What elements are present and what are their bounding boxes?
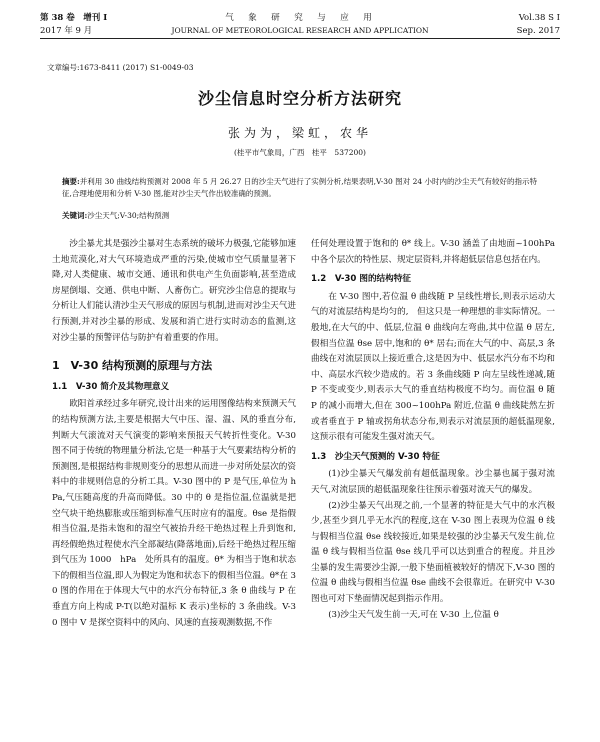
section-heading-1: 1 V-30 结构预测的原理与方法 bbox=[52, 359, 213, 373]
point-1: (1)沙尘暴天气爆发前有超低温现象。沙尘暴也属于强对流天气,对流层顶的超低温现象往往预示着强对流天气的爆发。 bbox=[311, 469, 555, 495]
intro-paragraph: 沙尘暴尤其是强沙尘暴对生态系统的破坏力极强,它能够加速土地荒漠化,对大气环境造成严重的污染,使城市空气质量显著下降,对人类健康、城市交通、通讯和供电产生负面影响,甚至造成房屋倒塌、交通、供电中断、人畜伤亡。研究沙尘信息的提取与分析让人们能认清沙尘天气形成的原因与机制,进而对沙尘天气进行预测,并对沙尘暴的形成、发展和消亡进行实时动态的监测,这对沙尘暴的预警评估与防护有着重要的作用。 bbox=[52, 239, 296, 343]
subsection-heading-1-2: 1.2 V-30 图的结构特征 bbox=[311, 274, 411, 285]
abstract-text: 并利用 30 曲线结构预测对 2008 年 5 月 26.27 日的沙尘天气进行了实例分析,结果表明,V-30 图对 24 小时内的沙尘天气有较好的指示特征,合理地使用和分析 V-30 图,能对沙尘天气作出较准确的预测。 bbox=[62, 177, 537, 198]
subsection-heading-1-3: 1.3 沙尘天气预测的 V-30 特征 bbox=[311, 451, 440, 462]
affiliation: (桂平市气象局，广西 桂平 537200) bbox=[234, 148, 366, 157]
running-header bbox=[40, 12, 560, 39]
subsection-heading-1-1: 1.1 V-30 简介及其物理意义 bbox=[52, 381, 170, 392]
keywords bbox=[62, 210, 169, 221]
right-column bbox=[311, 237, 555, 623]
left-column bbox=[52, 237, 296, 631]
paragraph-continued: 任何处理设置于饱和的 θ* 线上。V-30 涵盖了由地面~100hPa 中各个层次的特性层、规定层资料,并将超低层信息包括在内。 bbox=[311, 239, 555, 265]
paragraph-v30-intro: 欧阳首承经过多年研究,设计出来的运用图像结构来预测天气的结构预测方法,主要是根据大气中压、湿、温、风的垂直分布,判断大气滚流对天气演变的影响来预报天气转折性变化。V-30 图不同于传统的物理量分析法,它是一种基于大气要素结构分析的预测图,是根据结构非规则变分的思想从而进一步对所处层次的资料中的非规则信息的分析工具。V-30 图中的 P 是气压,单位为 hPa,气压随高度的升高而降低。30 中的 θ 是指位温,位温就是把空气块干绝热膨胀或压缩到标准气压时应有的温度。θse 是指假相当位温,是指未饱和的湿空气被抬升经干绝热过程上升到饱和,再经假绝热过程使水汽全部凝结(降落地面),后经干绝热过程压缩到气压为 1000 hPa 处所具有的温度。θ* 为相当于饱和状态下的假相当位温,即人为假定为饱和状态下的假相当位温。θ*在 30 图的作用在于体现大气中的水汽分布特征,3 条 θ 曲线与 P 在垂直方向上构成 P-T(以绝对温标 K 表示)坐标的 3 条曲线。V-30 图中 V 是探空资料中的风向、风速的直接观测数据,不作 bbox=[52, 399, 296, 628]
header-journal-cn: 气 象 研 究 与 应 用 bbox=[225, 13, 375, 23]
keywords-text: 沙尘天气;V-30;结构预测 bbox=[87, 211, 170, 220]
header-date-cn: 2017 年 9 月 bbox=[40, 26, 93, 36]
article-number: 文章编号:1673-8411 (2017) S1-0049-03 bbox=[47, 63, 194, 72]
abstract bbox=[62, 176, 538, 200]
keywords-label: 关键词: bbox=[62, 211, 88, 220]
paper-title: 沙尘信息时空分析方法研究 bbox=[197, 89, 402, 108]
point-2: (2)沙尘暴天气出现之前,一个显著的特征是大气中的水汽极少,甚至少到几乎无水汽的程度,这在 V-30 图上表现为位温 θ 线与假相当位温 θse 线较接近,如果是较强的沙尘暴天气发生前,位温 θ 线与假相当位温 θse 线几乎可以达到重合的程度。并且沙尘暴的发生需要沙尘源,一般下垫面植被较好的情况下,V-30 图的位温 θ 曲线与假相当位温 θse 曲线不会很靠近。在研究中 V-30 图也可对下垫面情况起到指示作用。 bbox=[311, 500, 555, 605]
abstract-label: 摘要: bbox=[62, 177, 80, 186]
point-3: (3)沙尘天气发生前一天,可在 V-30 上,位温 θ bbox=[328, 609, 499, 620]
author-list: 张为为，梁虹，农华 bbox=[227, 126, 372, 140]
header-journal-en: JOURNAL OF METEOROLOGICAL RESEARCH AND APPLICATION bbox=[171, 26, 429, 35]
header-volume-en: Vol.38 S I bbox=[518, 13, 560, 23]
paragraph-structure: 在 V-30 图中,若位温 θ 曲线随 P 呈线性增长,则表示运动大气的对流层结构是均匀的, 但这只是一种理想的非实际情况。一般地,在大气的中、低层,位温 θ 曲线向左弯曲,其中位温 θ 居左,假相当位温 θse 居中,饱和的 θ* 居右;而在大气的中、高层,3 条曲线在对流层顶以上接近重合,这是因为中、低层水汽分布不均和中、高层水汽较少造成的。若 3 条曲线随 P 向左呈线性递减,随 P 不变或变少,则表示大气的垂直结构极度不均匀。而位温 θ 随 P 的减小而增大,但在 300~100hPa 附近,位温 θ 曲线陡然左折或者垂直于 P 轴或拐角状态分布,则表示对流层顶的超低温现象,这预示很有可能发生强对流天气。 bbox=[311, 291, 555, 443]
header-volume-issue: 第 38 卷 增刊 I bbox=[40, 13, 108, 23]
header-date-en: Sep. 2017 bbox=[516, 26, 560, 36]
